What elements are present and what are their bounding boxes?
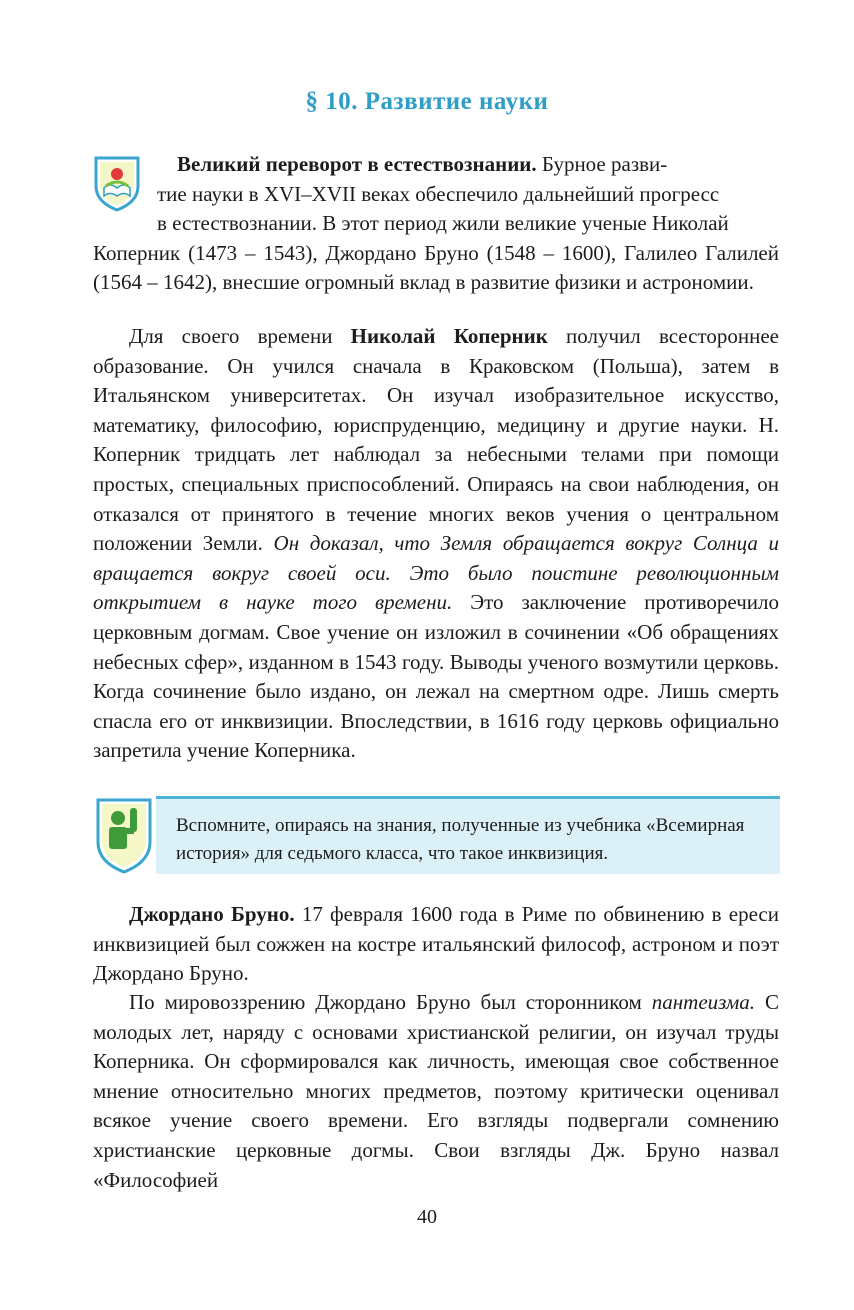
- student-raising-hand-icon: [94, 796, 154, 874]
- page-number: 40: [417, 1206, 437, 1228]
- page-title: § 10. Развитие науки: [305, 88, 549, 115]
- copernicus-text-c: получил всестороннее образование. Он учился сначала в Краковском (Польша), затем в Итальянском университетах. Он изучал изобразительное искусство, математику, философию, юриспруденцию, медицину и другие науки. Н. Коперник тридцать лет наблюдал за небесными телами при помощи простых, специальных приспособлений. Опираясь на свои наблюдения, он отказался от принятого в течение многих веков учения о центральном положении Земли.: [93, 324, 779, 556]
- intro-line3: в естествознании. В этот период жили великие ученые Николай: [157, 211, 729, 236]
- paragraph-bruno-intro: [93, 900, 779, 989]
- reminder-text: Вспомните, опираясь на знания, полученные из учебника «Всемирная история» для седьмого класса, что такое инквизиция.: [176, 815, 745, 864]
- bruno-text-c: С молодых лет, наряду с основами христианской религии, он изучал труды Коперника. Он сформировался как личность, имеющая свое собственное мнение относительно многих предметов, поэтому критически оценивал всякое учение своего времени. Его взгляды подвергали сомнению христианские церковные догмы. Свои взгляды Дж. Бруно назвал «Философией: [93, 990, 779, 1192]
- intro-rest: Коперник (1473 – 1543), Джордано Бруно (1548 – 1600), Галилео Галилей (1564 – 1642), внесшие огромный вклад в развитие физики и астрономии.: [93, 240, 779, 295]
- intro-line1-text: Бурное разви-: [536, 152, 668, 176]
- heading-great-revolution: Великий переворот в естествознании.: [177, 152, 537, 176]
- bruno-text-a: По мировоззрению Джордано Бруно был сторонником: [129, 990, 652, 1014]
- heading-giordano-bruno: Джордано Бруно.: [129, 902, 295, 926]
- paragraph-intro: [93, 150, 779, 298]
- copernicus-text-e: Это заключение противоречило церковным догмам. Свое учение он изложил в сочинении «Об обращениях небесных сфер», изданном в 1543 году. Выводы ученого возмутили церковь. Когда сочинение было издано, он лежал на смертном одре. Лишь смерть спасла его от инквизиции. Впоследствии, в 1616 году церковь официально запретила учение Коперника.: [93, 590, 780, 763]
- copernicus-name: Николай Коперник: [350, 324, 548, 348]
- paragraph-copernicus: [93, 322, 779, 766]
- bruno-intro-text: 17 февраля 1600 года в Риме по обвинению в ереси инквизицией был сожжен на костре итальянский философ, астроном и поэт Джордано Бруно.: [93, 902, 779, 986]
- pantheism-term: пантеизма.: [651, 990, 755, 1014]
- intro-line2: тие науки в XVI–XVII веках обеспечило дальнейший прогресс: [157, 181, 720, 206]
- copernicus-italic-statement: Он доказал, что Земля обращается вокруг Солнца и вращается вокруг своей оси. Это было поистине революционным открытием в науке того времени.: [93, 531, 779, 615]
- paragraph-bruno-worldview: [93, 988, 779, 1195]
- copernicus-text-a: Для своего времени: [129, 324, 351, 348]
